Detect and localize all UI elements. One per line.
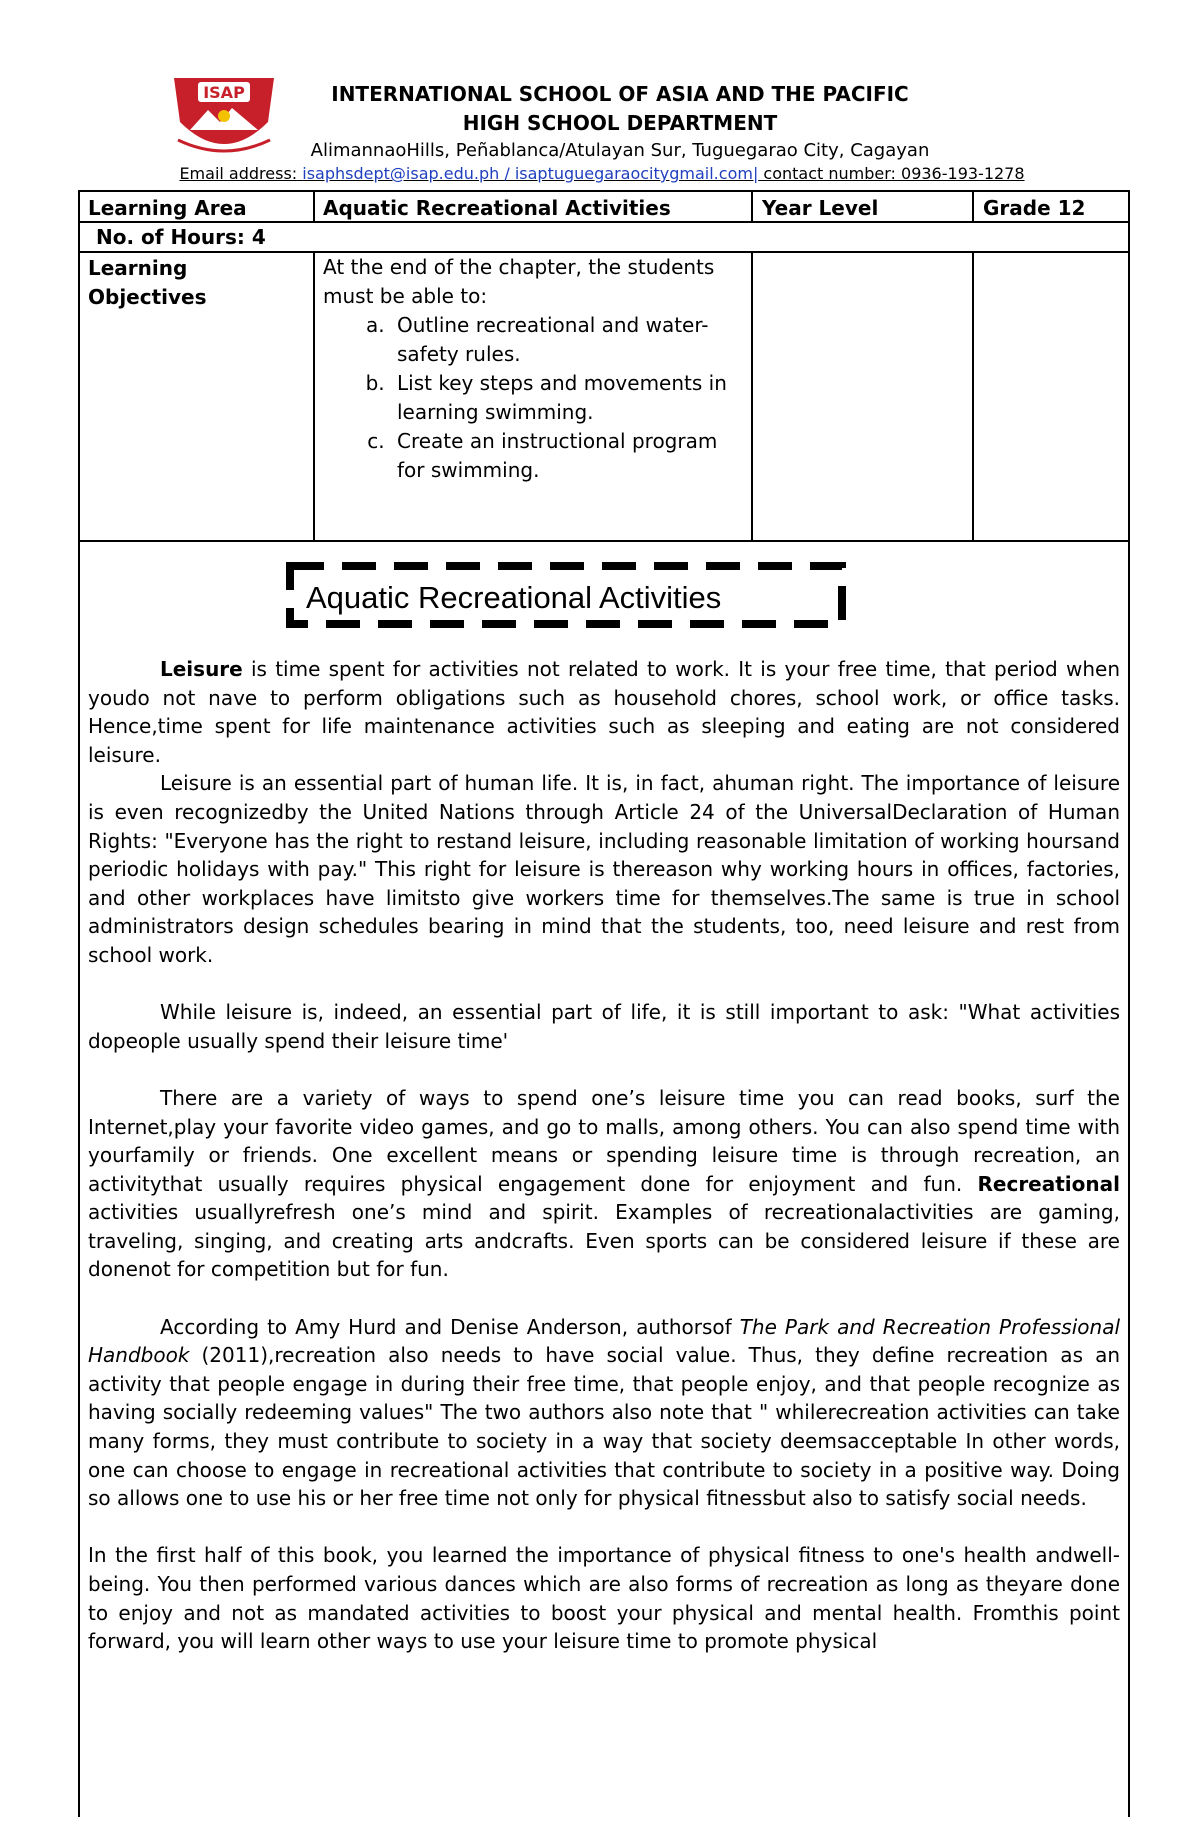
- objectives-label-line2: Objectives: [88, 285, 207, 309]
- table-divider: [313, 251, 315, 541]
- table-divider: [972, 251, 974, 541]
- school-name: INTERNATIONAL SCHOOL OF ASIA AND THE PACIFIC: [331, 82, 909, 106]
- contact-line: [140, 164, 1064, 183]
- school-address: AlimannaoHills, Peñablanca/Atulayan Sur, Tuguegarao City, Cagayan: [310, 140, 930, 161]
- objectives-list: [323, 311, 743, 485]
- section-title: Aquatic Recreational Activities: [306, 580, 722, 615]
- objectives-cell: [323, 253, 743, 485]
- term-leisure: Leisure: [160, 657, 243, 681]
- email-label: Email address:: [179, 164, 298, 183]
- table-divider: [751, 251, 753, 541]
- logo-text: ISAP: [203, 83, 245, 102]
- learning-area-label: Learning Area: [88, 196, 247, 220]
- paragraph: In the first half of this book, you learned the importance of physical fitness to one's health andwell-being. You then performed various dances which are also forms of recreation as long as theyare done to enjoy and not as mandated activities to boost your physical and mental health. Fromthis point forward, you will learn other ways to use your leisure time to promote physical: [88, 1543, 1120, 1654]
- paragraph-text: According to Amy Hurd and Denise Anderson, authorsof: [160, 1314, 740, 1339]
- paragraph: While leisure is, indeed, an essential part of life, it is still important to ask: "What activities dopeople usually spend their leisure time': [88, 1000, 1120, 1053]
- paragraph: Leisure is an essential part of human life. It is, in fact, ahuman right. The importance of leisure is even recognizedby the United Nations through Article 24 of the UniversalDeclaration of Human Rights: "Everyone has the right to restand leisure, including reasonable limitation of working hoursand periodic holidays with pay." This right for leisure is thereason why working hours in offices, factories, and other workplaces have limitsto give workers time for themselves.The same is true in school administrators design schedules bearing in mind that the students, too, need leisure and rest from school work.: [88, 771, 1120, 967]
- term-recreational: Recreational: [977, 1171, 1120, 1196]
- paragraph: [88, 1084, 1120, 1284]
- email-link[interactable]: isaphsdept@isap.edu.ph / isaptuguegaraocitygmail.com|: [302, 164, 759, 183]
- book-title: The Park and Recreation Professional Handbook: [88, 1314, 1121, 1368]
- table-divider: [972, 190, 974, 222]
- paragraph-text: (2011),recreation also needs to have social value. Thus, they define recreation as an activity that people engage in during their free time, that people enjoy, and that people recognize as having socially redeeming values" The two authors also note that " whilerecreation activities can take many forms, they must contribute to society in a way that society deemsacceptable In other words, one can choose to engage in recreational activities that contribute to society in a positive way. Doing so allows one to use his or her free time not only for physical fitnessbut also to satisfy social needs.: [88, 1343, 1120, 1511]
- hours-label: No. of Hours: 4: [96, 225, 266, 249]
- contact-number: contact number: 0936-193-1278: [758, 164, 1025, 183]
- objectives-intro: At the end of the chapter, the students must be able to:: [323, 255, 715, 308]
- objective-item: b. List key steps and movements in learning swimming.: [391, 369, 743, 427]
- objective-item: a. Outline recreational and water-safety rules.: [391, 311, 743, 369]
- table-divider: [313, 190, 315, 222]
- objective-item: c. Create an instructional program for swimming.: [391, 427, 743, 485]
- table-divider: [751, 190, 753, 222]
- year-level-label: Year Level: [762, 196, 879, 220]
- department-name: HIGH SCHOOL DEPARTMENT: [462, 111, 778, 135]
- paragraph: [88, 655, 1120, 769]
- year-level-value: Grade 12: [983, 196, 1086, 220]
- paragraph: [88, 1313, 1120, 1513]
- paragraph-text: There are a variety of ways to spend one’s leisure time you can read books, surf the Internet,play your favorite video games, and go to malls, among others. You can also spend time with yourfamily or friends. One excellent means or spending leisure time is through recreation, an activitythat usually requires physical engagement done for enjoyment and fun.: [88, 1085, 1120, 1196]
- objectives-label-line1: Learning: [88, 256, 188, 280]
- lesson-body: [88, 655, 1120, 1656]
- page-bottom-margin: [80, 1815, 1128, 1835]
- paragraph-text: activities usuallyrefresh one’s mind and spirit. Examples of recreationalactivities are gaming, traveling, singing, and creating arts andcrafts. Even sports can be considered leisure if these are donenot for competition but for fun.: [88, 1200, 1120, 1282]
- learning-area-value: Aquatic Recreational Activities: [323, 196, 671, 220]
- paragraph-text: is time spent for activities not related to work. It is your free time, that period when youdo not nave to perform obligations such as household chores, school work, or office tasks. Hence,time spent for life maintenance activities such as sleeping and eating are not considered leisure.: [88, 657, 1120, 767]
